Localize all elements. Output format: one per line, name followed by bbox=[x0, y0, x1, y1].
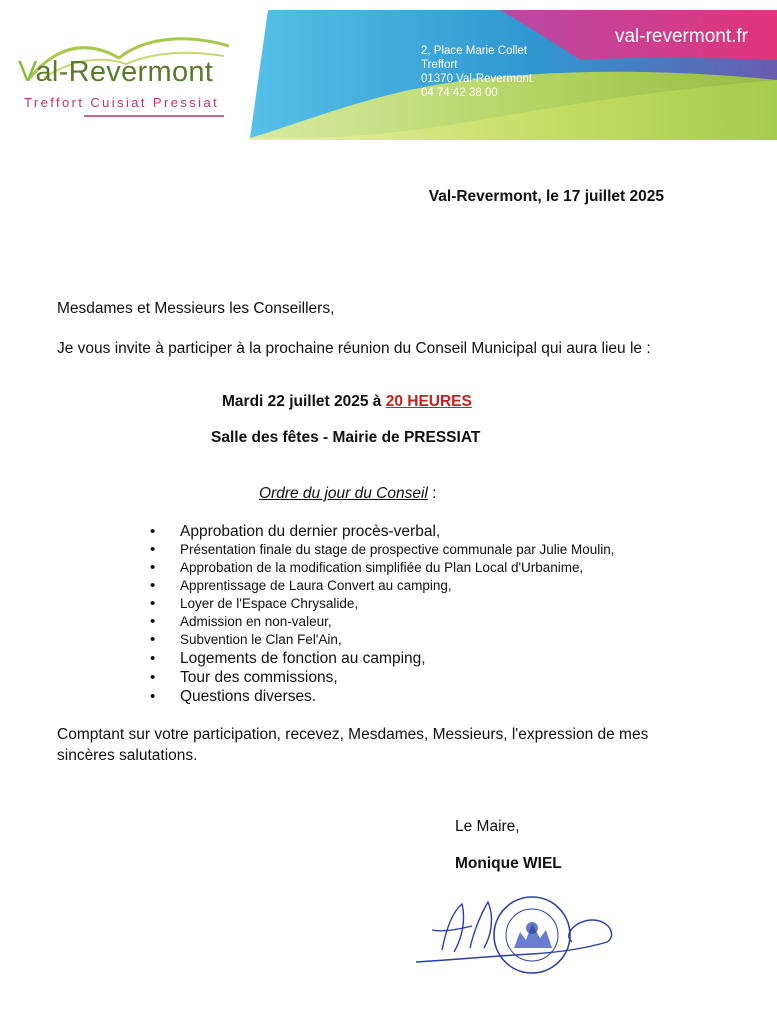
agenda-item: • Questions diverses. bbox=[150, 687, 615, 706]
meeting-venue: Salle des fêtes - Mairie de PRESSIAT bbox=[211, 429, 481, 446]
meeting-day: Mardi 22 juillet 2025 à bbox=[222, 393, 386, 410]
agenda-item: • Approbation du dernier procès-verbal, bbox=[150, 522, 615, 541]
closing-paragraph bbox=[57, 724, 648, 766]
agenda-heading bbox=[259, 485, 437, 503]
letter-date: Val-Revermont, le 17 juillet 2025 bbox=[428, 188, 664, 205]
meeting-time: 20 HEURES bbox=[385, 393, 472, 410]
agenda-title: Ordre du jour du Conseil bbox=[259, 485, 428, 502]
intro-paragraph: Je vous invite à participer à la prochaine réunion du Conseil Municipal qui aura lieu le : bbox=[57, 340, 651, 357]
logo-letter-v: V bbox=[18, 56, 36, 88]
mayor-signature-and-stamp bbox=[412, 890, 617, 985]
agenda-item: • Logements de fonction au camping, bbox=[150, 649, 615, 668]
agenda-title-colon: : bbox=[427, 485, 437, 502]
address-line: Treffort bbox=[421, 59, 458, 71]
signer-name: Monique WIEL bbox=[455, 855, 562, 872]
agenda-item: • Approbation de la modification simplifiée du Plan Local d'Urbanime, bbox=[150, 559, 615, 577]
agenda-item: • Loyer de l'Espace Chrysalide, bbox=[150, 595, 615, 613]
closing-line: sincères salutations. bbox=[57, 747, 198, 764]
meeting-date bbox=[222, 393, 472, 411]
agenda-item: • Présentation finale du stage de prospective communale par Julie Moulin, bbox=[150, 541, 615, 559]
website-url[interactable]: val-revermont.fr bbox=[614, 26, 748, 47]
signoff: Le Maire, bbox=[455, 818, 520, 835]
salutation: Mesdames et Messieurs les Conseillers, bbox=[57, 300, 335, 317]
phone-number: 04 74 42 38 00 bbox=[421, 87, 498, 99]
agenda-list bbox=[150, 522, 615, 706]
agenda-item: • Subvention le Clan Fel'Ain, bbox=[150, 631, 615, 649]
closing-line: Comptant sur votre participation, recevez, Mesdames, Messieurs, l'expression de mes bbox=[57, 726, 649, 743]
logo-wordmark bbox=[18, 56, 213, 89]
address-line: 01370 Val-Revermont bbox=[421, 73, 533, 85]
agenda-item: • Admission en non-valeur, bbox=[150, 613, 615, 631]
address-line: 2, Place Marie Collet bbox=[421, 45, 528, 57]
logo-towns: Treffort Cuisiat Pressiat bbox=[24, 95, 220, 110]
agenda-item: • Tour des commissions, bbox=[150, 668, 615, 687]
logo-name: al-Revermont bbox=[35, 56, 214, 88]
agenda-item: • Apprentissage de Laura Convert au camping, bbox=[150, 577, 615, 595]
